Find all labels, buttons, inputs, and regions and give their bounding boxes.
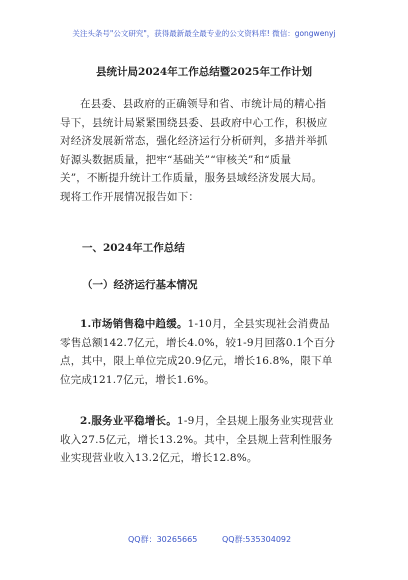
item-first-line (60, 412, 360, 431)
header-banner[interactable]: 关注头条号"公文研究"，获得最新最全最专业的公文资料库! 微信：gongwenyj (72, 29, 336, 38)
document-title: 县统计局2024年工作总结暨2025年工作计划 (96, 66, 312, 78)
item-lead: 1.市场销售稳中趋缓。 (80, 318, 188, 330)
section-heading: 一、2024年工作总结 (82, 242, 185, 254)
item-text: 1-10月，全县实现社会消费品 (187, 318, 330, 330)
footer-qq-group-2[interactable]: QQ群:535304092 (222, 535, 292, 544)
intro-line: 好源头数据质量，把牢“基础关”“审核关”和“质量 (60, 153, 292, 166)
item-lead: 2.服务业平稳增长。 (80, 415, 177, 427)
item-paragraph-2 (60, 412, 360, 468)
item-line: 零售总额142.7亿元，增长4.0%，较1-9月回落0.1个百分 (60, 336, 336, 349)
item-paragraph-1 (60, 315, 360, 389)
item-text: 1-9月，全县规上服务业实现营业 (176, 415, 334, 427)
item-line: 业实现营业收入13.2亿元，增长12.8%。 (60, 452, 258, 464)
item-line: 点，其中，限上单位完成20.9亿元，增长16.8%，限下单 (60, 355, 333, 367)
subsection-heading: （一）经济运行基本情况 (82, 279, 198, 291)
item-line: 收入27.5亿元，增长13.2%。其中，全县规上营利性服务 (60, 433, 333, 446)
intro-paragraph (60, 95, 360, 206)
footer-qq-group-1[interactable]: QQ群：30265665 (128, 535, 198, 544)
intro-line: 在县委、县政府的正确领导和省、市统计局的精心指 (80, 98, 327, 110)
intro-line: 导下，县统计局紧紧围绕县委、县政府中心工作，积极应 (60, 116, 328, 129)
intro-line: 现将工作开展情况报告如下： (60, 190, 200, 203)
intro-line: 关”，不断提升统计工作质量，服务县域经济发展大局。 (60, 172, 323, 184)
item-line: 位完成121.7亿元，增长1.6%。 (60, 373, 215, 386)
item-first-line (60, 315, 360, 334)
intro-line: 对经济发展新常态，强化经济运行分析研判，多措并举抓 (60, 135, 328, 147)
